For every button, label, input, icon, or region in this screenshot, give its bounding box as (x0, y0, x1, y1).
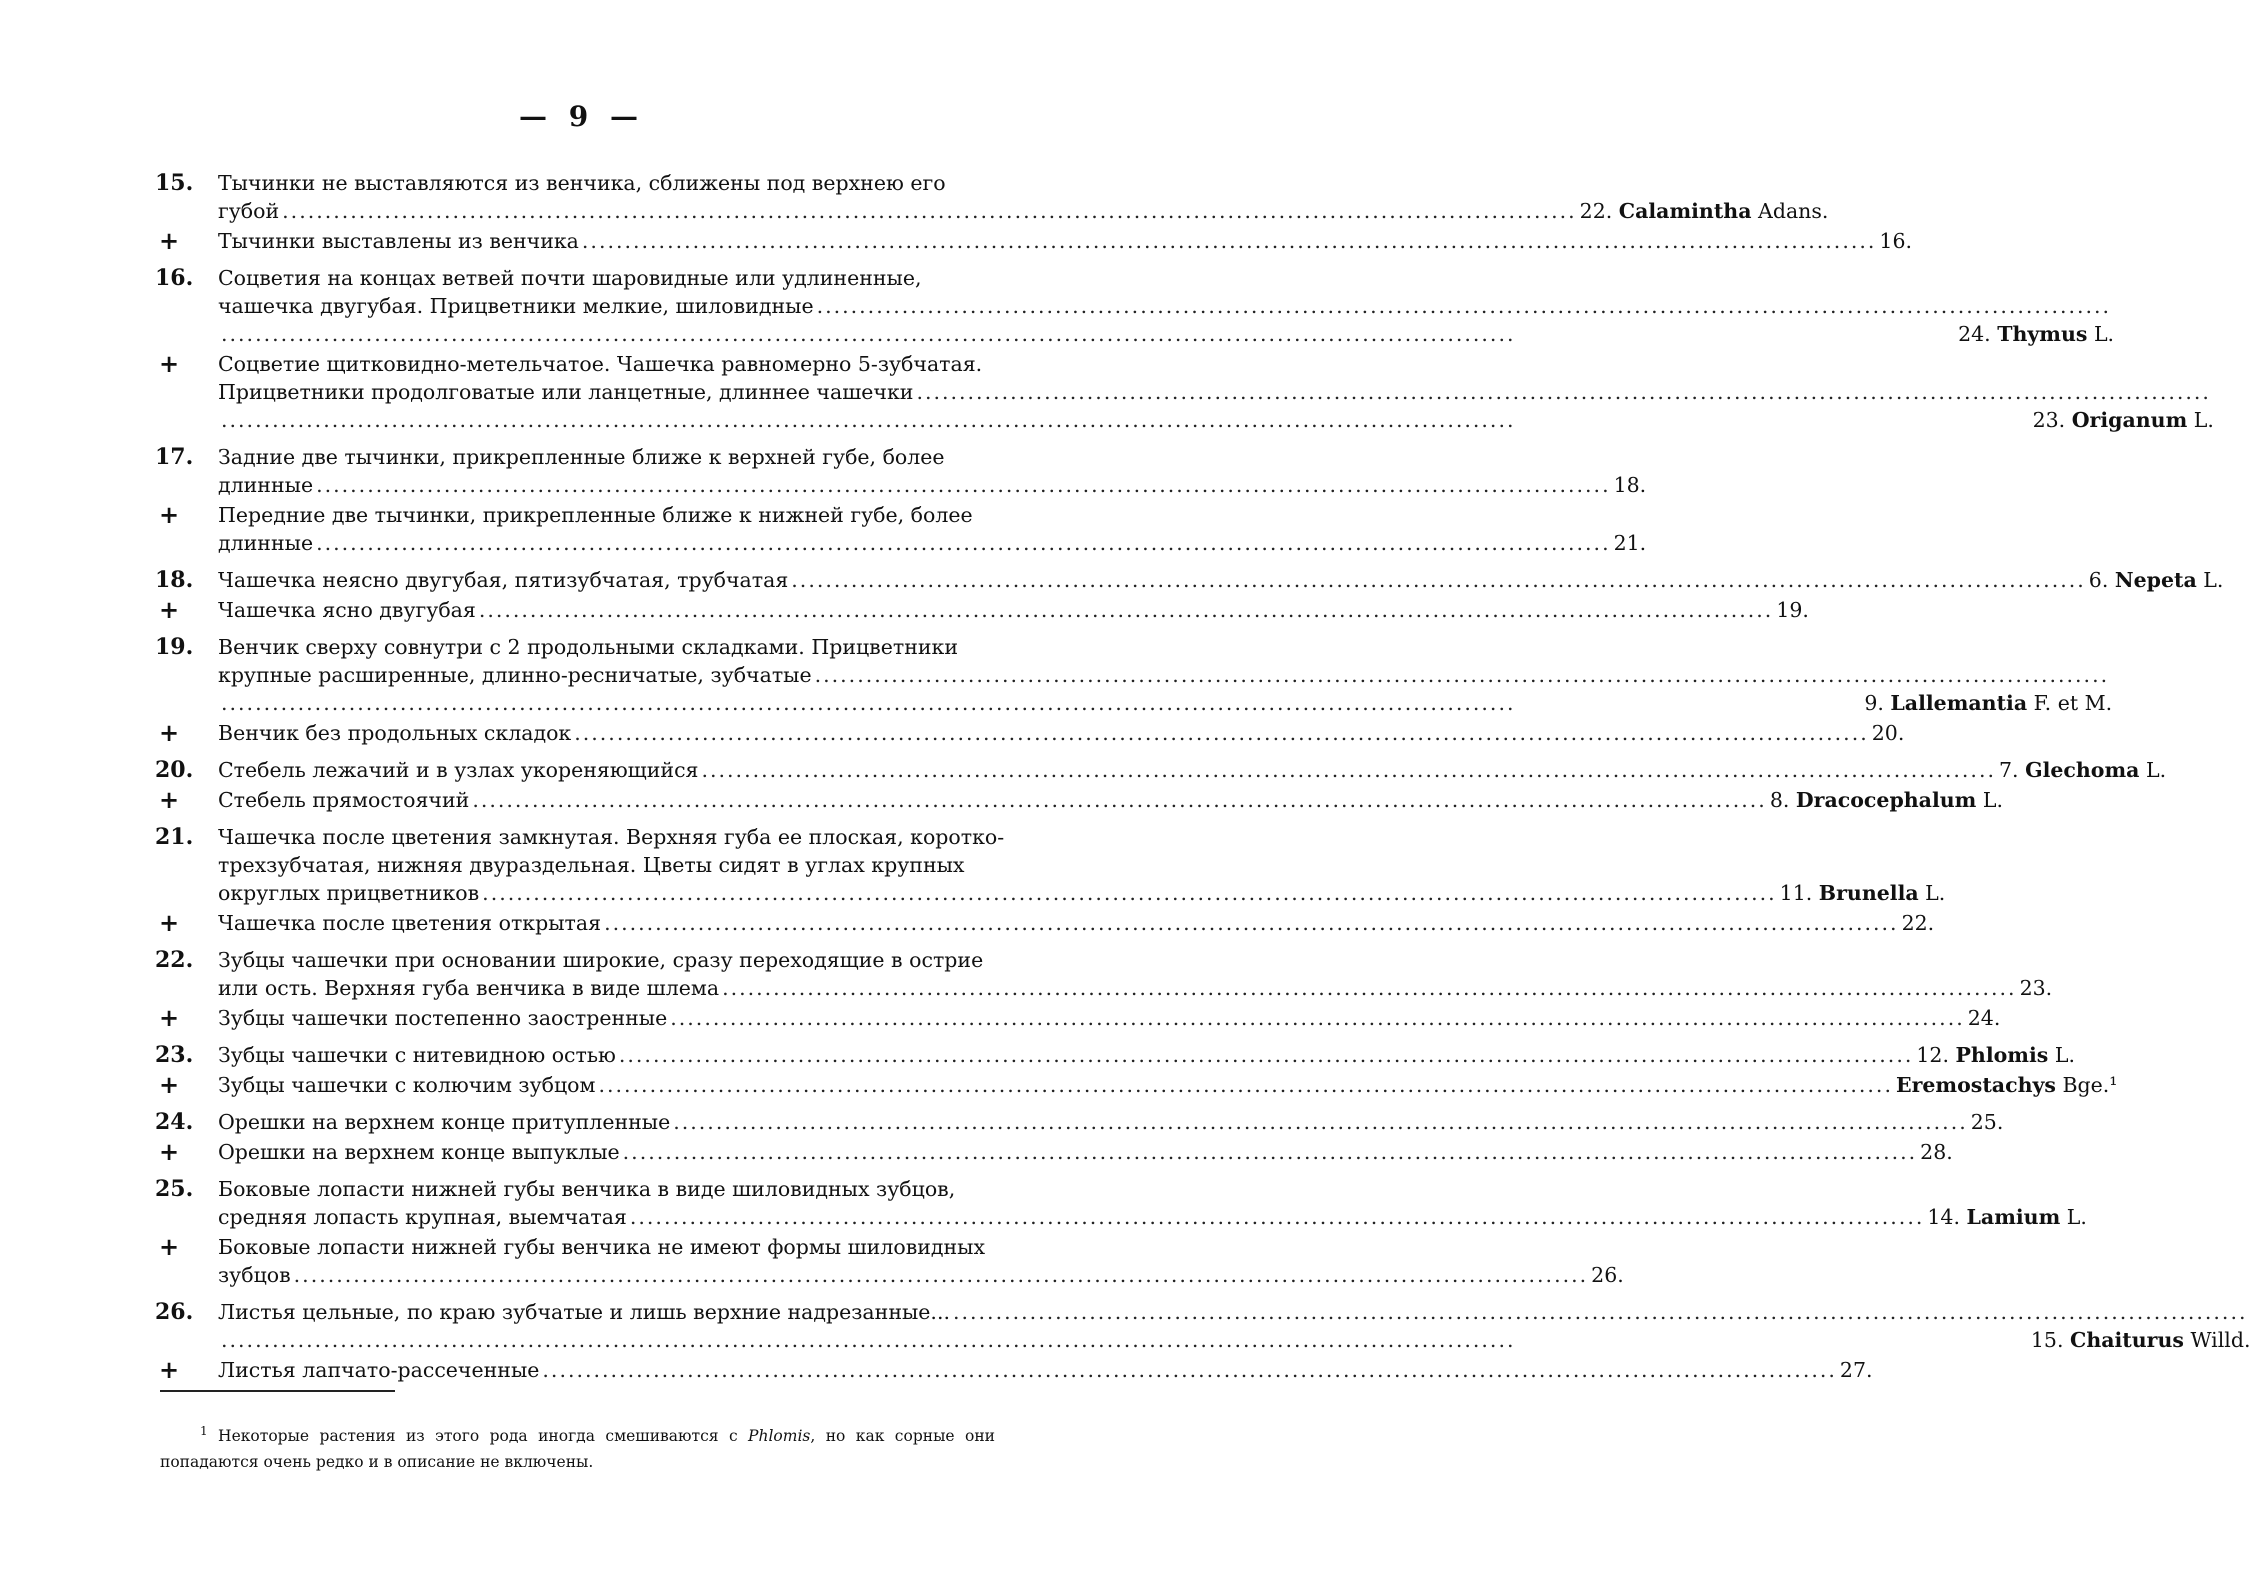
entry-text-line: Боковые лопасти нижней губы венчика в виде шиловидных зубцов, (218, 1177, 956, 1201)
entry-number: 25. (155, 1176, 194, 1202)
entry-number: 24. (155, 1109, 194, 1135)
entry-text-line-content: Листья цельные, по краю зубчатые и лишь верхние надрезанные... (218, 1300, 950, 1324)
entry-final-text: Орешки на верхнем конце притупленные (218, 1110, 671, 1134)
entry-final-text: длинные (218, 531, 314, 555)
entry-number: + (159, 908, 180, 937)
entry-reference (1896, 1071, 2118, 1099)
entry-number: + (159, 718, 180, 747)
reference-number: 9. (1864, 691, 1891, 715)
entry-number: 26. (155, 1299, 194, 1325)
entry-text-line: Тычинки не выставляются из венчика, сближены под верхнею его (218, 171, 946, 195)
entry-final-line (218, 1108, 2003, 1136)
entry-reference (1916, 1041, 2075, 1069)
dot-leader (482, 879, 1777, 907)
entry-final-text: Чашечка неясно двугубая, пятизубчатая, трубчатая (218, 568, 789, 592)
reference-number: 23. (2032, 408, 2072, 432)
entry-reference (1591, 1261, 1624, 1289)
reference-number: 23. (2019, 976, 2053, 1000)
dot-leader (673, 1108, 1968, 1136)
entry-text (218, 264, 2114, 348)
entry-text-line-content: чашечка двугубая. Прицветники мелкие, шиловидные (218, 294, 814, 318)
dot-leader (604, 909, 1899, 937)
key-entry (155, 1003, 2001, 1032)
key-entry (155, 566, 2224, 594)
genus-author: F. et M. (2027, 691, 2113, 715)
reference-number: 7. (1998, 758, 2026, 782)
entry-reference (1902, 909, 1935, 937)
genus-author: Adans. (1751, 199, 1829, 223)
entry-final-line (218, 756, 2166, 784)
genus-name: Phlomis (1955, 1043, 2049, 1067)
entry-reference (1614, 529, 1647, 557)
entry-final-text: Листья лапчато-рассеченные (218, 1358, 540, 1382)
genus-author: L. (2187, 408, 2214, 432)
entry-final-text: средняя лопасть крупная, выемчатая (218, 1205, 627, 1229)
entry-text (218, 169, 1828, 225)
entry-text-line: Передние две тычинки, прикрепленные ближе к нижней губе, более (218, 503, 973, 527)
genus-author: L. (2060, 1205, 2087, 1229)
entry-text-line-content: крупные расширенные, длинно-ресничатые, зубчатые (218, 663, 812, 687)
genus-name: Dracocephalum (1795, 788, 1977, 812)
dot-leader (953, 1298, 2248, 1326)
dot-leader (294, 1261, 1589, 1289)
entry-final-line (218, 471, 1646, 499)
footnote-marker: 1 (200, 1424, 208, 1438)
entry-number: + (159, 500, 180, 529)
entry-final-line (218, 1326, 2250, 1354)
reference-number: 21. (1613, 531, 1647, 555)
entry-text-line-content: Прицветники продолговатые или ланцетные, длиннее чашечки (218, 380, 914, 404)
key-entry (155, 1232, 1624, 1289)
entry-final-text: или ость. Верхняя губа венчика в виде шлема (218, 976, 720, 1000)
entry-text (218, 596, 1809, 624)
entry-number: 18. (155, 567, 194, 593)
footnote-italic-genus: Phlomis (748, 1427, 811, 1446)
entry-text (218, 756, 2166, 784)
dot-leader (791, 566, 2086, 594)
dot-leader (316, 471, 1611, 499)
key-entry (155, 785, 2004, 814)
entry-reference (1968, 1004, 2001, 1032)
key-entry (155, 226, 1913, 255)
dot-leader (916, 378, 2211, 406)
dot-leader (479, 596, 1774, 624)
genus-name: Glechoma (2025, 758, 2140, 782)
reference-number: 25. (1970, 1110, 2004, 1134)
key-entry (155, 595, 1809, 624)
key-entry (155, 718, 1905, 747)
genus-name: Origanum (2071, 408, 2188, 432)
entry-reference (1776, 596, 1809, 624)
reference-number: 15. (2030, 1328, 2071, 1352)
entry-number: 22. (155, 947, 194, 973)
genus-author: Bge.¹ (2055, 1073, 2118, 1097)
entry-text-line (218, 1298, 2250, 1326)
entry-reference (1958, 320, 2114, 348)
entry-final-line (218, 1138, 1953, 1166)
entry-final-line (218, 1004, 2000, 1032)
entry-reference (2089, 566, 2224, 594)
entry-reference (1580, 197, 1829, 225)
dot-leader (670, 1004, 1965, 1032)
genus-name: Thymus (1997, 322, 2088, 346)
reference-number: 8. (1769, 788, 1796, 812)
entry-text-line: Зубцы чашечки при основании широкие, сразу переходящие в острие (218, 948, 984, 972)
dot-leader (623, 1138, 1918, 1166)
dot-leader (815, 661, 2110, 689)
entry-number: + (159, 595, 180, 624)
entry-text (218, 1175, 2087, 1231)
dot-leader (316, 529, 1611, 557)
entry-reference (2033, 406, 2214, 434)
genus-name: Lallemantia (1890, 691, 2028, 715)
reference-number: 26. (1591, 1263, 1624, 1287)
reference-number: 19. (1776, 598, 1809, 622)
entry-text (218, 1138, 1953, 1166)
dot-leader (619, 1041, 1914, 1069)
entry-text (218, 1004, 2000, 1032)
entry-reference (2031, 1326, 2250, 1354)
entry-text (218, 909, 1934, 937)
entry-final-line (218, 320, 2114, 348)
entry-text (218, 719, 1904, 747)
entry-final-text: Стебель прямостоячий (218, 788, 470, 812)
entry-text-line: трехзубчатая, нижняя двураздельная. Цветы сидят в углах крупных (218, 853, 965, 877)
entry-number: + (159, 1232, 180, 1261)
entry-final-line (218, 1041, 2075, 1069)
entry-final-line (218, 879, 1945, 907)
dot-leader (221, 406, 2030, 434)
entry-reference (1770, 786, 2003, 814)
key-entry (155, 1355, 1873, 1384)
entry-final-line (218, 689, 2112, 717)
entry-final-line (218, 406, 2214, 434)
entry-text (218, 227, 1912, 255)
entry-number: 21. (155, 824, 194, 850)
reference-number: 22. (1579, 199, 1619, 223)
key-entry (155, 1298, 2250, 1354)
key-entry (155, 1108, 2004, 1136)
key-entry (155, 443, 1647, 499)
reference-number: 20. (1871, 721, 1905, 745)
entry-number: 20. (155, 757, 194, 783)
entry-text-line: Задние две тычинки, прикрепленные ближе к верхней губе, более (218, 445, 945, 469)
entry-text (218, 823, 1945, 907)
genus-name: Nepeta (2114, 568, 2197, 592)
entry-final-text: зубцов (218, 1263, 291, 1287)
entry-final-text: Зубцы чашечки с колючим зубцом (218, 1073, 596, 1097)
key-entry (155, 169, 1829, 225)
dot-leader (722, 974, 2017, 1002)
footnote-text-after: , но как сорные они попадаются очень редко и в описание не включены. (160, 1427, 995, 1472)
entry-final-text: Стебель лежачий и в узлах укореняющийся (218, 758, 699, 782)
genus-name: Lamium (1966, 1205, 2061, 1229)
entry-reference (1879, 227, 1912, 255)
entry-reference (1864, 689, 2112, 717)
entry-text (218, 1108, 2003, 1136)
entry-text (218, 443, 1646, 499)
key-entry (155, 500, 1647, 557)
reference-number: 11. (1779, 881, 1819, 905)
dot-leader (221, 1326, 2028, 1354)
entry-final-text: Орешки на верхнем конце выпуклые (218, 1140, 620, 1164)
entry-final-line (218, 1071, 2118, 1099)
entry-final-line (218, 719, 1904, 747)
entry-final-line (218, 197, 1828, 225)
entry-text (218, 350, 2214, 434)
key-entry (155, 1137, 1953, 1166)
genus-author: L. (1976, 788, 2004, 812)
entry-final-text: губой (218, 199, 280, 223)
entry-final-text: Зубцы чашечки постепенно заостренные (218, 1006, 668, 1030)
genus-name: Chaiturus (2070, 1328, 2184, 1352)
dot-leader (472, 786, 1767, 814)
entry-final-line (218, 1261, 1624, 1289)
footnote-divider (160, 1390, 395, 1392)
entry-text (218, 633, 2112, 717)
footnote-text-before: Некоторые растения из этого рода иногда смешиваются с (207, 1427, 749, 1446)
entry-text-line (218, 378, 2214, 406)
footnote (160, 1418, 995, 1475)
entry-final-line (218, 596, 1809, 624)
entry-text (218, 786, 2003, 814)
entry-final-text: Чашечка после цветения открытая (218, 911, 602, 935)
key-entry (155, 633, 2113, 717)
entry-number: 23. (155, 1042, 194, 1068)
identification-key (155, 160, 2250, 1384)
entry-final-text: округлых прицветников (218, 881, 480, 905)
key-entry (155, 756, 2167, 784)
entry-final-text: Венчик без продольных складок (218, 721, 572, 745)
entry-reference (1920, 1138, 1953, 1166)
reference-number: 28. (1920, 1140, 1953, 1164)
genus-author: L. (2139, 758, 2167, 782)
entry-final-line (218, 974, 2052, 1002)
entry-number: 16. (155, 265, 194, 291)
key-entry (155, 823, 1946, 907)
entry-final-line (218, 909, 1934, 937)
genus-name: Calamintha (1618, 199, 1752, 223)
page-number: — 9 — (519, 100, 644, 133)
entry-number: + (159, 1137, 180, 1166)
dot-leader (817, 292, 2112, 320)
genus-author: L. (2087, 322, 2115, 346)
key-entry (155, 349, 2214, 434)
dot-leader (630, 1203, 1925, 1231)
reference-number: 27. (1839, 1358, 1873, 1382)
entry-final-line (218, 1356, 1873, 1384)
dot-leader (598, 1071, 1893, 1099)
entry-text-line (218, 292, 2114, 320)
reference-number: 16. (1879, 229, 1913, 253)
genus-author: Willd. (2183, 1328, 2250, 1352)
dot-leader (701, 756, 1996, 784)
reference-number: 24. (1967, 1006, 2001, 1030)
entry-final-line (218, 566, 2223, 594)
genus-author: L. (2196, 568, 2224, 592)
entry-text-line: Соцветие щитковидно-метельчатое. Чашечка равномерно 5-зубчатая. (218, 352, 983, 376)
entry-number: + (159, 1355, 180, 1384)
dot-leader (582, 227, 1877, 255)
entry-number: + (159, 1070, 180, 1099)
key-entry (155, 908, 1935, 937)
key-entry (155, 1041, 2075, 1069)
entry-reference (1971, 1108, 2004, 1136)
genus-name: Eremostachys (1895, 1073, 2056, 1097)
entry-text-line: Боковые лопасти нижней губы венчика не имеют формы шиловидных (218, 1235, 986, 1259)
entry-text (218, 946, 2052, 1002)
entry-text-line: Венчик сверху совнутри с 2 продольными складками. Прицветники (218, 635, 958, 659)
entry-final-text: Зубцы чашечки с нитевидною остью (218, 1043, 616, 1067)
entry-reference (2020, 974, 2053, 1002)
entry-reference (1999, 756, 2166, 784)
entry-final-text: Тычинки выставлены из венчика (218, 229, 579, 253)
entry-number: 15. (155, 170, 194, 196)
entry-reference (1927, 1203, 2087, 1231)
dot-leader (542, 1356, 1837, 1384)
entry-reference (1872, 719, 1905, 747)
key-entry (155, 1070, 2118, 1099)
entry-text (218, 1298, 2250, 1354)
entry-final-line (218, 1203, 2087, 1231)
entry-number: 17. (155, 444, 194, 470)
entry-text-line: Соцветия на концах ветвей почти шаровидные или удлиненные, (218, 266, 922, 290)
reference-number: 24. (1958, 322, 1998, 346)
reference-number: 22. (1901, 911, 1935, 935)
entry-number: + (159, 226, 180, 255)
entry-number: + (159, 785, 180, 814)
genus-author: L. (1918, 881, 1946, 905)
dot-leader (282, 197, 1577, 225)
entry-final-line (218, 786, 2003, 814)
entry-final-text: длинные (218, 473, 314, 497)
entry-text (218, 1356, 1873, 1384)
entry-number: + (159, 1003, 180, 1032)
entry-text (218, 1233, 1624, 1289)
reference-number: 14. (1927, 1205, 1967, 1229)
reference-number: 18. (1613, 473, 1647, 497)
genus-name: Brunella (1818, 881, 1919, 905)
reference-number: 6. (2088, 568, 2115, 592)
entry-reference (1614, 471, 1647, 499)
key-entry (155, 946, 2053, 1002)
entry-reference (1780, 879, 1946, 907)
entry-text (218, 1071, 2118, 1099)
entry-final-line (218, 529, 1646, 557)
dot-leader (574, 719, 1869, 747)
dot-leader (221, 689, 1861, 717)
entry-final-text: Чашечка ясно двугубая (218, 598, 476, 622)
entry-reference (1840, 1356, 1873, 1384)
entry-final-line (218, 227, 1912, 255)
dot-leader (221, 320, 1955, 348)
genus-author: L. (2048, 1043, 2075, 1067)
reference-number: 12. (1916, 1043, 1956, 1067)
entry-text (218, 1041, 2075, 1069)
entry-number: 19. (155, 634, 194, 660)
entry-text (218, 501, 1646, 557)
entry-text-line: Чашечка после цветения замкнутая. Верхняя губа ее плоская, коротко- (218, 825, 1005, 849)
entry-text-line (218, 661, 2112, 689)
key-entry (155, 1175, 2087, 1231)
key-entry (155, 264, 2115, 348)
entry-text (218, 566, 2223, 594)
entry-number: + (159, 349, 180, 378)
